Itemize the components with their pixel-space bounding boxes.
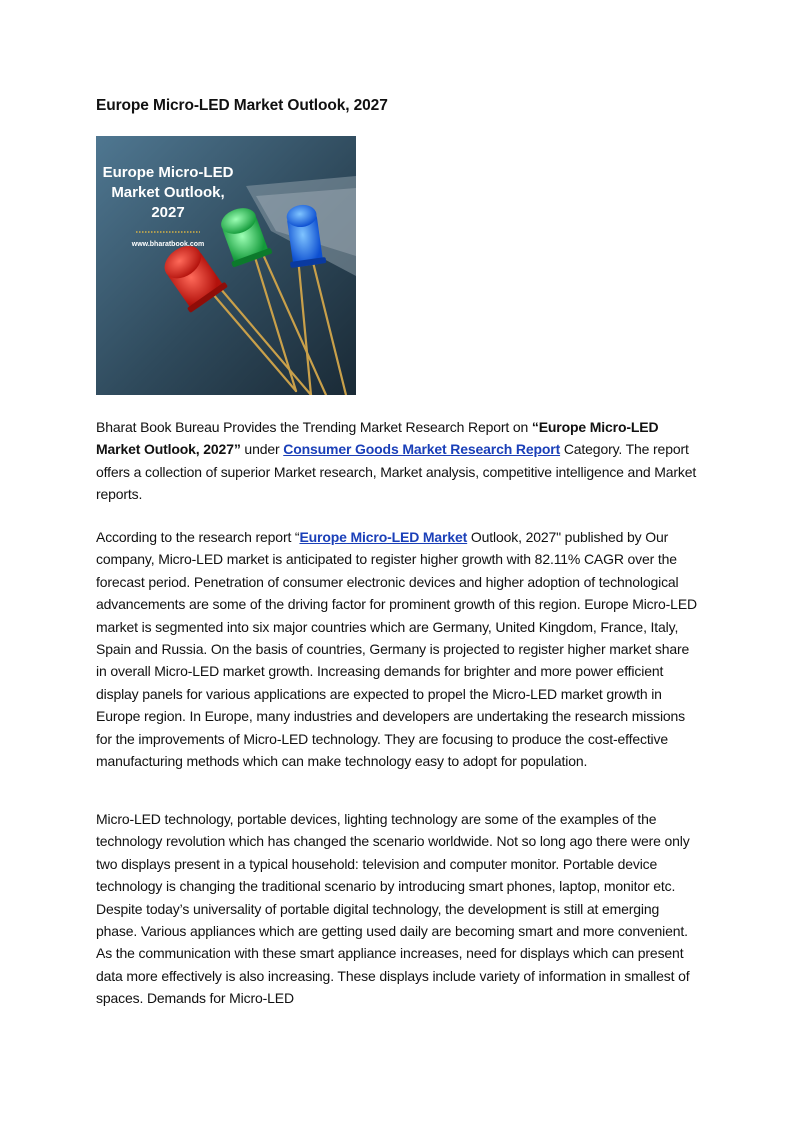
cover-heading-line-3: 2027 — [151, 204, 185, 221]
report-cover-image — [96, 136, 356, 395]
research-paragraph: According to the research report “Europe Micro-LED Market Outlook, 2027" published by Our company, Micro-LED market is anticipated to register higher growth with 82.11% CAGR over the forecast period. Penetration of consumer electronic devices and higher adoption of technological advancements are some of the driving factor for prominent growth of this region. Europe Micro-LED market is segmented into six major countries which are Germany, United Kingdom, France, Italy, Spain and Russia. On the basis of countries, Germany is projected to register higher market share in overall Micro-LED market growth. Increasing demands for brighter and more power efficient display panels for various applications are expected to propel the Micro-LED market growth in Europe region. In Europe, many industries and developers are undertaking the research missions for the improvements of Micro-LED technology. They are focusing to produce the cost-effective manufacturing methods which can make technology easy to adopt for population. — [96, 529, 697, 770]
page-title: Europe Micro-LED Market Outlook, 2027 — [96, 97, 388, 114]
cover-website: www.bharatbook.com — [131, 241, 205, 248]
intro-paragraph: Bharat Book Bureau Provides the Trending Market Research Report on “Europe Micro-LED Market Outlook, 2027” under Consumer Goods Market Research Report Category. The report offers a collection of superior Market research, Market analysis, competitive intelligence and Market reports. — [96, 419, 697, 503]
consumer-goods-link[interactable]: Consumer Goods Market Research Report — [283, 441, 561, 458]
europe-micro-led-market-link[interactable]: Europe Micro-LED Market — [299, 529, 468, 545]
technology-paragraph: Micro-LED technology, portable devices, lighting technology are some of the examples of the technology revolution which has changed the scenario worldwide. Not so long ago there were only two displays present in a typical household: television and computer monitor. Portable device technology is changing the traditional scenario by introducing smart phones, laptop, monitor etc. Despite today’s universality of portable digital technology, the development is still at emerging phase. Various appliances which are getting used daily are becoming smart and more convenient. As the communication with these smart appliance increases, need for displays which can present data more effectively is also increasing. These displays include variety of information in smallest of spaces. Demands for Micro-LED — [96, 811, 690, 1007]
cover-heading-line-1: Europe Micro-LED — [102, 164, 234, 181]
report-title-bold: “Europe Micro-LED Market Outlook, 2027” — [96, 419, 659, 458]
cover-heading-line-2: Market Outlook, — [111, 184, 225, 201]
